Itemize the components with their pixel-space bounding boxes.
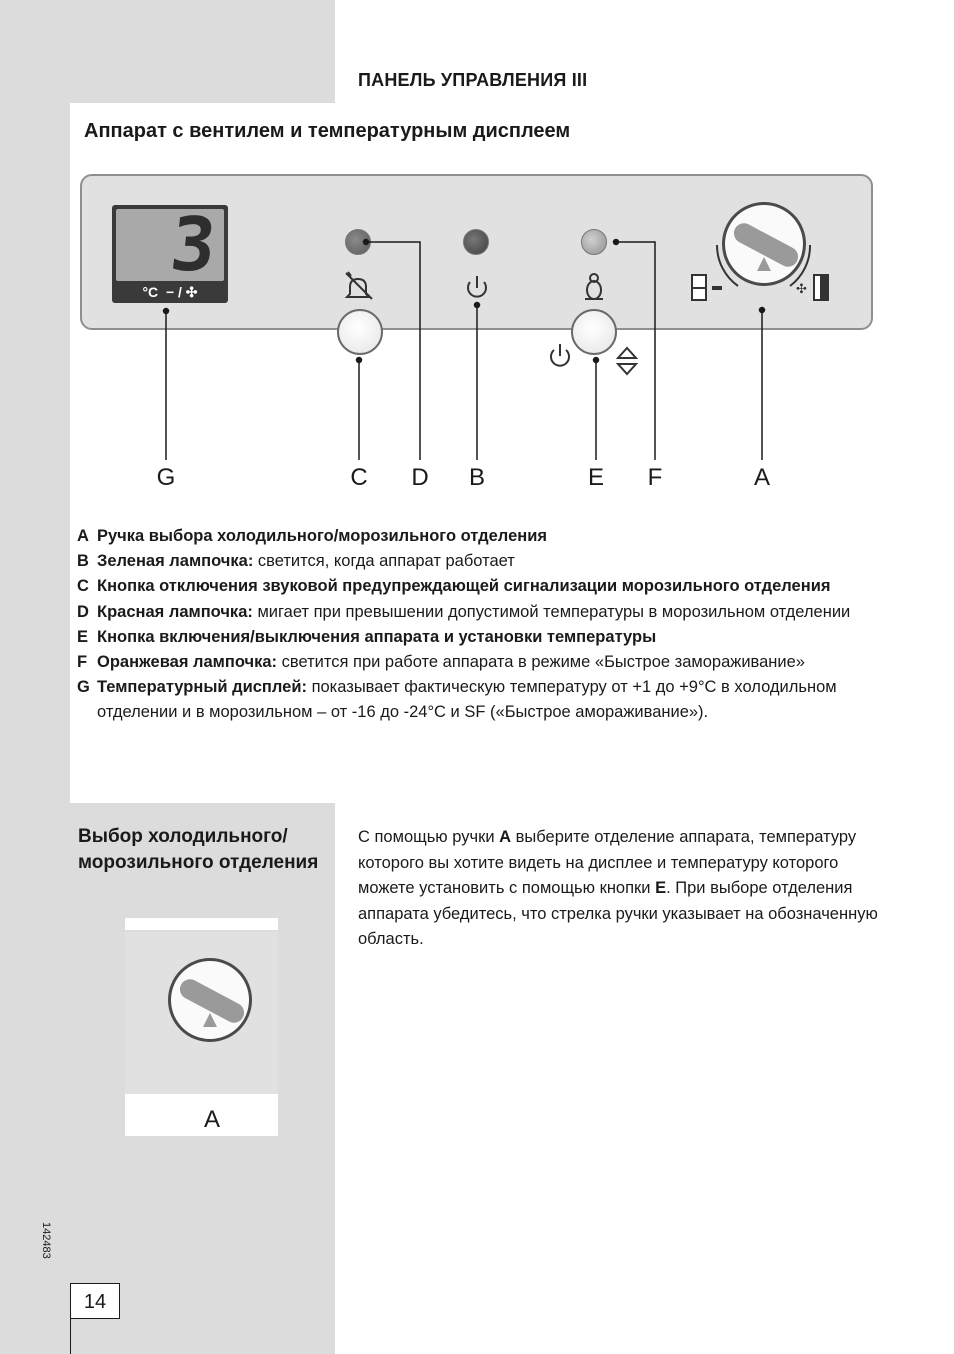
document-code: 142483 — [40, 1222, 52, 1259]
legend-item — [77, 625, 897, 650]
legend-head: Оранжевая лампочка: — [97, 653, 278, 672]
mini-knob-arrow-icon — [203, 1013, 217, 1027]
legend-head: Кнопка включения/выключения аппарата и установки температуры — [97, 627, 657, 646]
callout-b: B — [468, 464, 485, 491]
legend-head: Красная лампочка: — [97, 602, 253, 621]
body-text-part: . При выборе отделения аппарата убедитесь, что стрелка ручки указывает на обозначенную область. — [358, 879, 878, 948]
subsection-body — [358, 825, 898, 953]
page-number-rule — [70, 1319, 71, 1354]
body-bold-e: E — [655, 879, 667, 897]
knob-arc-right — [790, 245, 810, 286]
legend-head: Зеленая лампочка: — [97, 552, 254, 571]
knob-arc-left — [717, 245, 738, 286]
legend-head: Ручка выбора холодильного/морозильного отделения — [97, 527, 547, 545]
callout-d: D — [411, 464, 429, 491]
lcd-label: °C − / ✣ — [142, 284, 198, 300]
callout-e: E — [587, 464, 604, 491]
legend-text: светится при работе аппарата в режиме «Быстрое замораживание» — [277, 653, 805, 672]
legend-item — [77, 650, 897, 675]
fridge-icon-left — [692, 275, 722, 300]
legend-list — [77, 524, 897, 726]
legend-key: E — [77, 627, 89, 646]
subsection-title: Выбор холодильного/ морозильного отделения — [78, 826, 319, 873]
legend-key: A — [77, 527, 89, 545]
legend-item — [77, 675, 897, 725]
legend-key: F — [77, 653, 88, 672]
super-freeze-icon — [585, 274, 603, 299]
legend-item — [77, 524, 897, 549]
legend-key: G — [77, 678, 90, 697]
mini-top-strip — [125, 918, 278, 930]
legend-key: D — [77, 602, 89, 621]
body-text-part: выберите отделение аппарата, температуру которого вы хотите видеть на дисплее и температуру которого можете установить с помощью кнопки — [358, 828, 857, 897]
legend-key: B — [77, 552, 89, 571]
legend-item — [77, 574, 897, 599]
legend-text: светится, когда аппарат работает — [253, 552, 515, 571]
power-small-icon — [551, 344, 569, 366]
svg-text:✣: ✣ — [796, 282, 807, 297]
callout-g: G — [156, 464, 176, 491]
freezer-icon-right — [796, 275, 828, 300]
callout-f: F — [647, 464, 663, 491]
power-icon — [468, 276, 486, 297]
bell-off-icon — [346, 272, 372, 299]
body-text-part: С помощью ручки — [358, 828, 500, 846]
legend-key: C — [77, 577, 89, 596]
legend-text: показывает фактическую температуру от +1 до +9°C в холодильном отделении и в морозильном – от -16 до -24°C и SF («Быстрое амораживание»). — [97, 678, 837, 722]
page-number: 14 — [70, 1283, 120, 1319]
mini-callout-a: A — [203, 1106, 220, 1133]
legend-item — [77, 549, 897, 574]
up-down-arrows-icon — [618, 348, 636, 374]
legend-head: Кнопка отключения звуковой предупреждающей сигнализации морозильного отделения — [97, 577, 831, 596]
callout-c: C — [350, 464, 368, 491]
page-header: ПАНЕЛЬ УПРАВЛЕНИЯ III — [358, 70, 588, 90]
legend-item — [77, 600, 897, 625]
mini-compartment-knob — [168, 958, 252, 1042]
lcd-digit: 3 — [166, 202, 221, 288]
body-bold-a: A — [499, 828, 512, 846]
legend-text: мигает при превышении допустимой температуры в морозильном отделении — [252, 602, 851, 621]
callout-a: A — [753, 464, 770, 491]
section-title: Аппарат с вентилем и температурным дисплеем — [84, 120, 571, 142]
legend-head: Температурный дисплей: — [97, 678, 307, 697]
